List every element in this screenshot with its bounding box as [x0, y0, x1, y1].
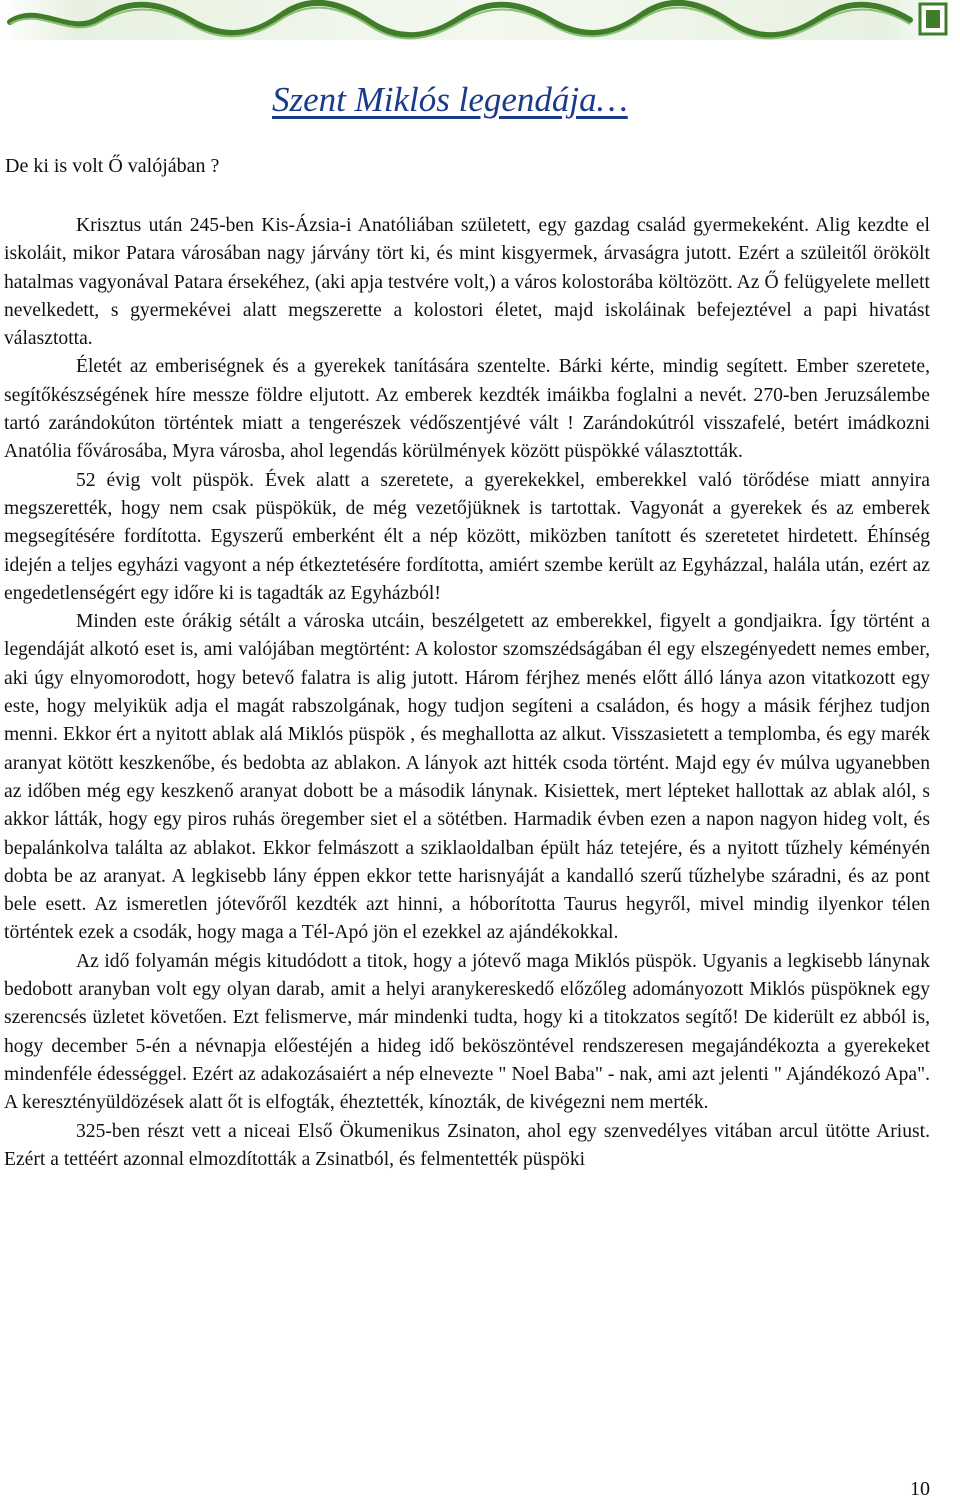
banner-ornament-icon	[0, 0, 960, 46]
page-subtitle: De ki is volt Ő valójában ?	[5, 155, 220, 177]
paragraph-4: Minden este órákig sétált a városka utcáin, beszélgetett az emberekkel, figyelt a gondjaikra. Így történt a legendáját alkotó eset is, ami valójában megtörtént: A kolostor szomszédságában él egy elszegényedett nemes ember, aki úgy elnyomorodott, hogy betevő falatra is alig jutott. Három férjhez menés előtt álló lánya azon vitatkozott egy este, hogy melyikük adja el magát rabszolgának, hogy tudjon segíteni a családon, és hogy a másik férjhez tudjon menni. Ekkor ért a nyitott ablak alá Miklós püspök , és meghallotta az alkut. Visszasietett a templomba, és egy marék aranyat kötött keszkenőbe, és bedobta az ablakon. A lányok azt hitték csoda történt. Majd egy év múlva ugyanebben az időben még egy keszkenő aranyat dobott be a második lánynak. Kisiettek, mert lépteket hallottak az ablak alól, s akkor látták, hogy egy piros ruhás öregember siet el a sötétben. Harmadik évben ezen a napon nagyon hideg volt, és bepalánkolva találta az ablakot. Ekkor felmászott a sziklaoldalban épült ház tetejére, és a nyitott tűzhely kéményén dobta be az aranyat. A legkisebb lány éppen ekkor tette harisnyáját a kandalló szerű tűzhelybe száradni, és az pont bele esett. Az ismeretlen jótevőről kezdték azt hinni, a hóborította Taurus hegyről, mivel mindig ilyenkor télen történtek ezek a csodák, hogy maga a Tél-Apó jön el ezekkel az ajándékokkal.	[4, 611, 930, 944]
page-title: Szent Miklós legendája…	[272, 80, 628, 119]
paragraph-6: 325-ben részt vett a niceai Első Ökumenikus Zsinaton, ahol egy szenvedélyes vitában arcul ütötte Ariust. Ezért a tettéért azonnal elmozdították a Zsinatból, és felmentették püspöki	[4, 1120, 930, 1170]
paragraph-5: Az idő folyamán mégis kitudódott a titok, hogy a jótevő maga Miklós püspök. Ugyanis a legkisebb lánynak bedobott aranyban volt egy olyan darab, amit a helyi aranykereskedő előzőleg adományozott Miklós püspöknek egy szerencsés üzletet követően. Ezt felismerve, már mindenki tudta, hogy ki a titokzatos segítő! De kiderült ez abból is, hogy december 5-én a névnapja előestéjén a hideg idő beköszöntével rendszeresen megajándékozta a gyerekeket mindenféle édességgel. Ezért az adakozásaiért a nép elnevezte " Noel Baba" - nak, ami azt jelenti " Ajándékozó Apa". A keresztényüldözések alatt őt is elfogták, éheztették, kínozták, de kivégezni nem merték.	[4, 950, 930, 1114]
paragraph-3: 52 évig volt püspök. Évek alatt a szeretete, a gyerekekkel, emberekkel való törődése miatt annyira megszerették, hogy nem csak püspökük, de még vezetőjüknek is tartottak. Vagyonát a gyerekek és az emberek megsegítésére fordította. Egyszerű emberként élt a nép között, miközben tanított és szeretetet hirdetett. Éhínség idején a teljes egyházi vagyont a nép étkeztetésére fordította, amiért szembe került az Egyházzal, halála után, ezért az engedetlenségért egy időre ki is tagadták az Egyházból!	[4, 469, 930, 604]
decorative-banner	[0, 0, 960, 46]
article-body	[4, 212, 930, 1174]
paragraph-2: Életét az emberiségnek és a gyerekek tanítására szentelte. Bárki kérte, mindig segített. Ember szeretete, segítőkészségének híre messze földre eljutott. Az emberek kezdték imáikba foglalni a nevét. 270-ben Jeruzsálembe tartó zarándokúton történtek miatt a tengerészek védőszentjévé vált ! Zarándokútról visszafelé, betért imádkozni Anatólia fővárosába, Myra városba, ahol legendás körülmények között püspökké választották.	[4, 356, 930, 463]
page-number: 10	[910, 1478, 930, 1500]
paragraph-1: Krisztus után 245-ben Kis-Ázsia-i Anatóliában született, egy gazdag család gyermekeként. Alig kezdte el iskoláit, mikor Patara városában nagy járvány tört ki, és mint kisgyermek, árvaságra jutott. Ezért a szüleitől örökölt hatalmas vagyonával Patara érsekéhez, (aki apja testvére volt,) a város kolostorába költözött. Az Ő felügyelete mellett nevelkedett, s gyermekévei alatt megszerette a kolostori életet, majd iskoláinak befejeztével a papi hivatást választotta.	[4, 215, 930, 350]
